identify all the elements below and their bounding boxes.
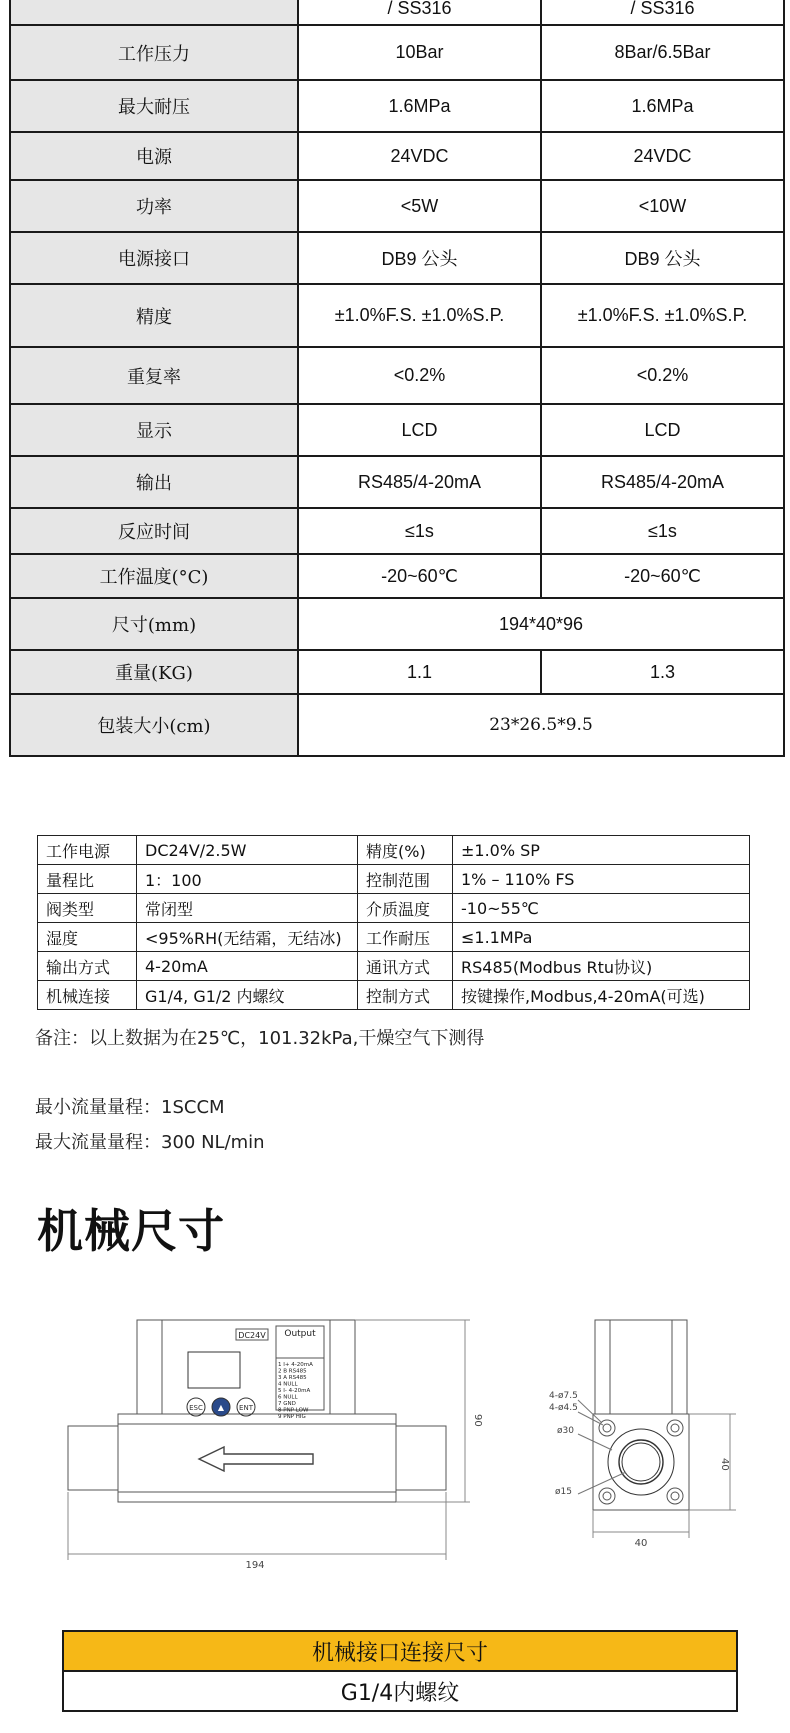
side-body xyxy=(595,1320,687,1414)
pipe-body xyxy=(118,1414,396,1502)
panel-voltage-label: DC24V xyxy=(238,1331,266,1340)
param-value: <95%RH(无结霜，无结冰) xyxy=(137,923,358,952)
spec-label: 电源接口 xyxy=(10,232,298,284)
spec-value: -20~60℃ xyxy=(541,554,784,598)
spec-label: 电源 xyxy=(10,132,298,180)
table-row xyxy=(38,865,750,894)
height-dimension: 90 xyxy=(472,1414,483,1427)
spec-value: 1.6MPa xyxy=(298,80,541,132)
pin-label: 9 PNP HIG xyxy=(278,1414,306,1420)
param-label: 控制范围 xyxy=(358,865,453,894)
param-value: 1：100 xyxy=(137,865,358,894)
table-row xyxy=(10,456,784,508)
port-ring xyxy=(608,1429,674,1495)
table-row xyxy=(10,598,784,650)
side-width-dimension: 40 xyxy=(634,1538,648,1549)
diameter-30: ø30 xyxy=(557,1426,574,1436)
spec-value: 1.3 xyxy=(541,650,784,694)
table-row xyxy=(10,232,784,284)
param-value: ±1.0% SP xyxy=(453,836,750,865)
spec-value: <0.2% xyxy=(541,347,784,404)
param-value: RS485(Modbus Rtu协议) xyxy=(453,952,750,981)
spec-value: / SS316 xyxy=(298,0,541,25)
param-label: 湿度 xyxy=(38,923,137,952)
spec-value: / SS316 xyxy=(541,0,784,25)
table-row xyxy=(10,0,784,25)
spec-label: 重复率 xyxy=(10,347,298,404)
interface-value: G1/4内螺纹 xyxy=(63,1671,737,1711)
table-row xyxy=(10,284,784,347)
spec-value: <10W xyxy=(541,180,784,232)
param-value: G1/4, G1/2 内螺纹 xyxy=(137,981,358,1010)
param-value: 常闭型 xyxy=(137,894,358,923)
spec-value: DB9 公头 xyxy=(541,232,784,284)
length-dimension: 194 xyxy=(245,1560,265,1571)
spec-value: LCD xyxy=(298,404,541,456)
spec-label: 包装大小(cm) xyxy=(10,694,298,756)
parameter-table xyxy=(37,835,750,1010)
param-label: 输出方式 xyxy=(38,952,137,981)
spec-label: 尺寸(mm) xyxy=(10,598,298,650)
pin-label: 4 NULL xyxy=(278,1381,298,1388)
param-label: 介质温度 xyxy=(358,894,453,923)
hole-spec-2: 4-ø4.5 xyxy=(549,1403,578,1413)
spec-value: DB9 公头 xyxy=(298,232,541,284)
param-label: 量程比 xyxy=(38,865,137,894)
min-range-note: 最小流量量程：1SCCM xyxy=(35,1097,225,1118)
spec-value: LCD xyxy=(541,404,784,456)
pin-label: 3 A RS485 xyxy=(278,1375,307,1381)
param-label: 工作电源 xyxy=(38,836,137,865)
table-row xyxy=(10,347,784,404)
param-value: DC24V/2.5W xyxy=(137,836,358,865)
param-value: 按键操作,Modbus,4-20mA(可选) xyxy=(453,981,750,1010)
spec-value: -20~60℃ xyxy=(298,554,541,598)
spec-label: 最大耐压 xyxy=(10,80,298,132)
table-row xyxy=(10,25,784,80)
table-row xyxy=(10,180,784,232)
spec-label: 重量(KG) xyxy=(10,650,298,694)
table-row xyxy=(10,132,784,180)
remark-note: 备注：以上数据为在25℃，101.32kPa,干燥空气下测得 xyxy=(35,1028,485,1049)
table-row xyxy=(10,694,784,756)
esc-label: ESC xyxy=(189,1404,203,1412)
param-value: ≤1.1MPa xyxy=(453,923,750,952)
spec-label: 显示 xyxy=(10,404,298,456)
table-row xyxy=(10,650,784,694)
spec-value: <5W xyxy=(298,180,541,232)
spec-value: 8Bar/6.5Bar xyxy=(541,25,784,80)
spec-label: 反应时间 xyxy=(10,508,298,554)
spec-value: 24VDC xyxy=(541,132,784,180)
spec-value: ≤1s xyxy=(298,508,541,554)
interface-table xyxy=(62,1630,738,1712)
spec-value: <0.2% xyxy=(298,347,541,404)
pin-label: 7 GND xyxy=(278,1401,296,1407)
spec-value: 23*26.5*9.5 xyxy=(298,694,784,756)
spec-label: 工作压力 xyxy=(10,25,298,80)
spec-value: ≤1s xyxy=(541,508,784,554)
pin-label: 2 B RS485 xyxy=(278,1368,307,1375)
lcd-display xyxy=(188,1352,240,1388)
spec-value: 194*40*96 xyxy=(298,598,784,650)
table-row xyxy=(38,981,750,1010)
param-value: -10~55℃ xyxy=(453,894,750,923)
table-row xyxy=(10,508,784,554)
param-label: 精度(%) xyxy=(358,836,453,865)
ent-label: ENT xyxy=(239,1404,253,1412)
spec-value: ±1.0%F.S. ±1.0%S.P. xyxy=(298,284,541,347)
table-row xyxy=(10,554,784,598)
section-title: 机械尺寸 xyxy=(37,1204,225,1258)
table-row xyxy=(38,836,750,865)
side-height-dimension: 40 xyxy=(719,1458,730,1471)
hole-spec-1: 4-ø7.5 xyxy=(549,1391,578,1401)
interface-header: 机械接口连接尺寸 xyxy=(63,1631,737,1671)
spec-table xyxy=(9,0,785,757)
param-value: 4-20mA xyxy=(137,952,358,981)
spec-label: 精度 xyxy=(10,284,298,347)
output-title: Output xyxy=(284,1329,316,1339)
spec-value: RS485/4-20mA xyxy=(541,456,784,508)
mechanical-drawing xyxy=(0,1300,790,1630)
table-row xyxy=(10,404,784,456)
param-value: 1% – 110% FS xyxy=(453,865,750,894)
spec-value: ±1.0%F.S. ±1.0%S.P. xyxy=(541,284,784,347)
table-row xyxy=(10,80,784,132)
spec-value: 24VDC xyxy=(298,132,541,180)
side-flange xyxy=(593,1414,689,1510)
up-label: ▲ xyxy=(217,1403,225,1412)
pin-label: 5 I- 4-20mA xyxy=(278,1388,311,1394)
pin-label: 6 NULL xyxy=(278,1394,298,1401)
param-label: 通讯方式 xyxy=(358,952,453,981)
table-row xyxy=(63,1671,737,1711)
flow-arrow-icon xyxy=(199,1447,313,1471)
table-row xyxy=(38,894,750,923)
table-row xyxy=(38,923,750,952)
spec-value: 1.6MPa xyxy=(541,80,784,132)
spec-label: 工作温度(°C) xyxy=(10,554,298,598)
spec-label: 输出 xyxy=(10,456,298,508)
max-range-note: 最大流量量程：300 NL/min xyxy=(35,1132,265,1153)
param-label: 工作耐压 xyxy=(358,923,453,952)
param-label: 控制方式 xyxy=(358,981,453,1010)
param-label: 机械连接 xyxy=(38,981,137,1010)
diameter-15: ø15 xyxy=(555,1487,572,1497)
table-row xyxy=(63,1631,737,1671)
spec-value: 10Bar xyxy=(298,25,541,80)
table-row xyxy=(38,952,750,981)
param-label: 阀类型 xyxy=(38,894,137,923)
pin-label: 8 PNP LOW xyxy=(278,1407,309,1414)
pin-label: 1 I+ 4-20mA xyxy=(278,1362,313,1368)
spec-value: RS485/4-20mA xyxy=(298,456,541,508)
spec-value: 1.1 xyxy=(298,650,541,694)
spec-label: 功率 xyxy=(10,180,298,232)
spec-label xyxy=(10,0,298,25)
